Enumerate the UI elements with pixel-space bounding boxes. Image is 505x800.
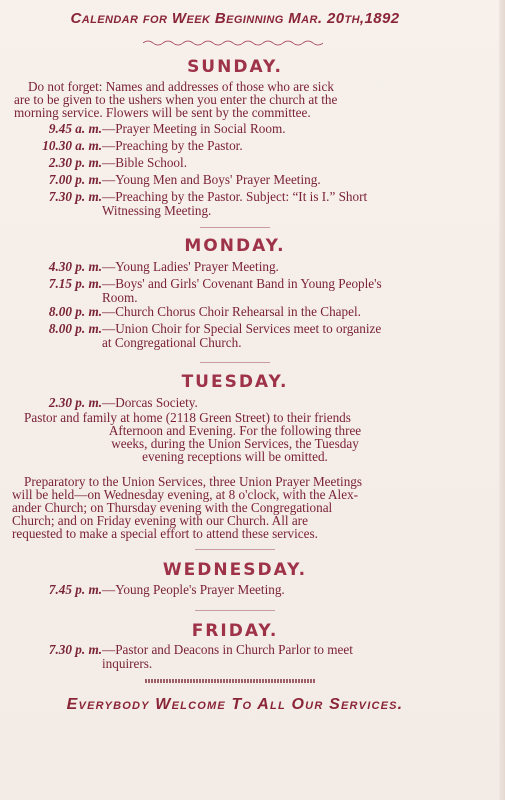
sunday-entry	[18, 122, 458, 136]
tuesday-entry	[18, 396, 458, 410]
heading-wednesday: WEDNESDAY.	[162, 560, 308, 580]
title-ornament	[143, 39, 323, 47]
entry-time: 9.45 a. m.	[48, 121, 102, 136]
sunday-entry	[18, 190, 458, 217]
entry-desc: —Preaching by the Pastor.	[102, 138, 243, 153]
tuesday-home-line-4: evening receptions will be omitted.	[142, 449, 328, 464]
entry-desc: —Church Chorus Choir Rehearsal in the Chapel.	[102, 304, 361, 319]
entry-desc-line-2: at Congregational Church.	[102, 334, 242, 350]
sunday-notice-line-1: Do not forget: Names and addresses of those who are sick	[28, 79, 334, 94]
heading-tuesday: TUESDAY.	[181, 372, 289, 392]
monday-entry	[18, 277, 458, 304]
tuesday-home-line-2: Afternoon and Evening. For the following three	[108, 423, 362, 438]
entry-desc	[102, 277, 450, 304]
entry-desc-line-2: Witnessing Meeting.	[102, 202, 212, 218]
union-notice-line-5: requested to make a special effort to attend these services.	[12, 526, 318, 541]
entry-desc-line-1: —Union Choir for Special Services meet to organize	[102, 321, 382, 336]
union-notice-line-4: Church; and on Friday evening with our Church. All are	[12, 513, 308, 528]
monday-entry	[18, 305, 458, 319]
entry-desc: —Young Ladies' Prayer Meeting.	[102, 259, 279, 274]
entry-time: 7.30 p. m.	[48, 189, 102, 204]
entry-desc-line-1: —Pastor and Deacons in Church Parlor to meet	[102, 642, 353, 657]
monday-entry	[18, 260, 458, 274]
entry-time: 7.30 p. m.	[48, 642, 102, 657]
card-edge	[499, 0, 505, 800]
union-notice-line-3: ander Church; on Thursday evening with the Congregational	[12, 500, 333, 515]
entry-time: 7.45 p. m.	[48, 582, 102, 597]
entry-desc: —Young Men and Boys' Prayer Meeting.	[102, 172, 321, 187]
entry-time: 2.30 p. m.	[48, 155, 102, 170]
entry-desc	[102, 190, 450, 217]
entry-time: 10.30 a. m.	[42, 138, 102, 153]
divider	[195, 549, 275, 550]
wednesday-entry	[18, 583, 458, 597]
friday-entry	[18, 643, 458, 670]
entry-desc	[102, 322, 450, 349]
entry-time: 7.15 p. m.	[48, 276, 102, 291]
sunday-notice-line-3: morning service. Flowers will be sent by the committee.	[14, 105, 311, 120]
tuesday-home-line-1: Pastor and family at home (2118 Green Street) to their friends	[24, 410, 351, 425]
entry-desc: —Bible School.	[102, 155, 187, 170]
entry-time: 2.30 p. m.	[48, 395, 102, 410]
footer-welcome: Everybody Welcome To All Our Services.	[66, 696, 404, 713]
sunday-entry	[18, 173, 458, 187]
dotted-divider	[145, 679, 315, 683]
heading-monday: MONDAY.	[184, 236, 286, 256]
page-title: Calendar for Week Beginning Mar. 20th,1892	[70, 10, 400, 27]
entry-desc: —Prayer Meeting in Social Room.	[102, 121, 286, 136]
divider	[195, 610, 275, 611]
union-notice-line-2: will be held—on Wednesday evening, at 8 o'clock, with the Alex-	[12, 487, 359, 502]
divider	[200, 362, 270, 363]
entry-desc-line-2: Room.	[102, 289, 138, 305]
entry-desc: —Young People's Prayer Meeting.	[102, 582, 285, 597]
sunday-notice-line-2: are to be given to the ushers when you enter the church at the	[14, 92, 338, 107]
entry-desc	[102, 643, 450, 670]
entry-time: 8.00 p. m.	[48, 304, 102, 319]
sunday-entry	[18, 156, 458, 170]
entry-desc-line-1: —Preaching by the Pastor. Subject: “It is I.” Short	[102, 189, 368, 204]
divider	[200, 227, 270, 228]
heading-friday: FRIDAY.	[191, 621, 279, 641]
heading-sunday: SUNDAY.	[187, 57, 283, 77]
entry-desc: —Dorcas Society.	[102, 395, 198, 410]
union-notice-line-1: Preparatory to the Union Services, three Union Prayer Meetings	[24, 474, 363, 489]
monday-entry	[18, 322, 458, 349]
entry-desc-line-1: —Boys' and Girls' Covenant Band in Young People's	[102, 276, 382, 291]
entry-time: 7.00 p. m.	[48, 172, 102, 187]
sunday-entry	[18, 139, 458, 153]
entry-time: 8.00 p. m.	[48, 321, 102, 336]
tuesday-home-line-3: weeks, during the Union Services, the Tuesday	[111, 436, 359, 451]
entry-time: 4.30 p. m.	[48, 259, 102, 274]
entry-desc-line-2: inquirers.	[102, 655, 153, 671]
